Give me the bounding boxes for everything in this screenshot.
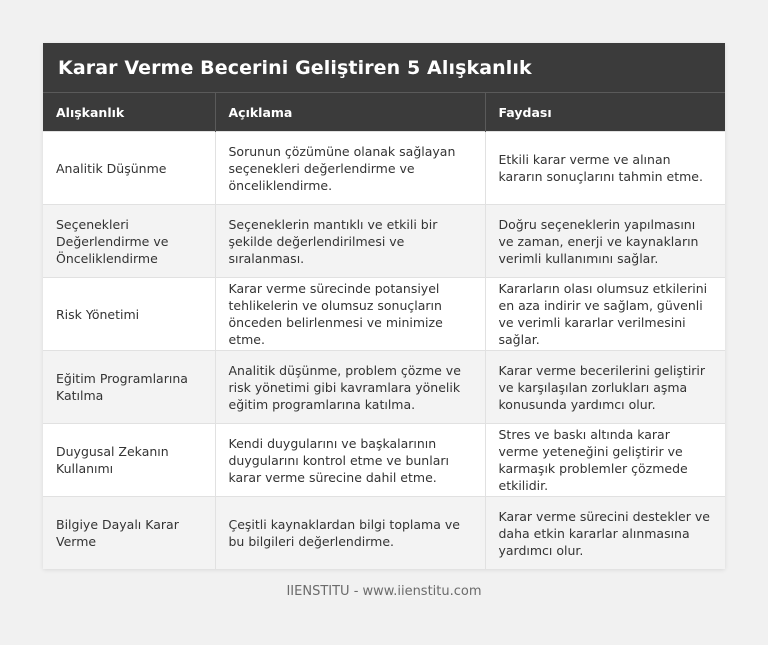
table-title: Karar Verme Becerini Geliştiren 5 Alışkanlık: [43, 43, 725, 92]
habit-cell: Risk Yönetimi: [43, 278, 215, 351]
header-benefit: Faydası: [485, 93, 725, 132]
table-row: [43, 205, 725, 278]
description-cell: Seçeneklerin mantıklı ve etkili bir şekilde değerlendirilmesi ve sıralanması.: [215, 205, 485, 278]
benefit-cell: Etkili karar verme ve alınan kararın sonuçlarını tahmin etme.: [485, 132, 725, 205]
footer-credit: IIENSTITU - www.iienstitu.com: [286, 584, 482, 599]
habit-cell: Duygusal Zekanın Kullanımı: [43, 424, 215, 497]
description-cell: Karar verme sürecinde potansiyel tehlikelerin ve olumsuz sonuçların önceden belirlenmesi ve minimize etme.: [215, 278, 485, 351]
habit-cell: Analitik Düşünme: [43, 132, 215, 205]
benefit-cell: Doğru seçeneklerin yapılmasını ve zaman, enerji ve kaynakların verimli kullanımını sağlar.: [485, 205, 725, 278]
habit-cell: Seçenekleri Değerlendirme ve Önceliklendirme: [43, 205, 215, 278]
benefit-cell: Stres ve baskı altında karar verme yeteneğini geliştirir ve karmaşık problemler çözmede etkilidir.: [485, 424, 725, 497]
table-row: [43, 351, 725, 424]
header-habit: Alışkanlık: [43, 93, 215, 132]
benefit-cell: Karar verme sürecini destekler ve daha etkin kararlar alınmasına yardımcı olur.: [485, 497, 725, 570]
benefit-cell: Karar verme becerilerini geliştirir ve karşılaşılan zorlukları aşma konusunda yardımcı olur.: [485, 351, 725, 424]
table-card: [43, 43, 725, 569]
benefit-cell: Kararların olası olumsuz etkilerini en aza indirir ve sağlam, güvenli ve verimli kararlar verilmesini sağlar.: [485, 278, 725, 351]
description-cell: Kendi duygularını ve başkalarının duygularını kontrol etme ve bunları karar verme sürecine dahil etme.: [215, 424, 485, 497]
header-row: [43, 93, 725, 132]
table-row: [43, 424, 725, 497]
table-row: [43, 497, 725, 570]
description-cell: Sorunun çözümüne olanak sağlayan seçenekleri değerlendirme ve önceliklendirme.: [215, 132, 485, 205]
habits-table: [43, 92, 725, 569]
table-row: [43, 132, 725, 205]
description-cell: Çeşitli kaynaklardan bilgi toplama ve bu bilgileri değerlendirme.: [215, 497, 485, 570]
header-description: Açıklama: [215, 93, 485, 132]
habit-cell: Eğitim Programlarına Katılma: [43, 351, 215, 424]
habit-cell: Bilgiye Dayalı Karar Verme: [43, 497, 215, 570]
description-cell: Analitik düşünme, problem çözme ve risk yönetimi gibi kavramlara yönelik eğitim programlarına katılma.: [215, 351, 485, 424]
table-row: [43, 278, 725, 351]
